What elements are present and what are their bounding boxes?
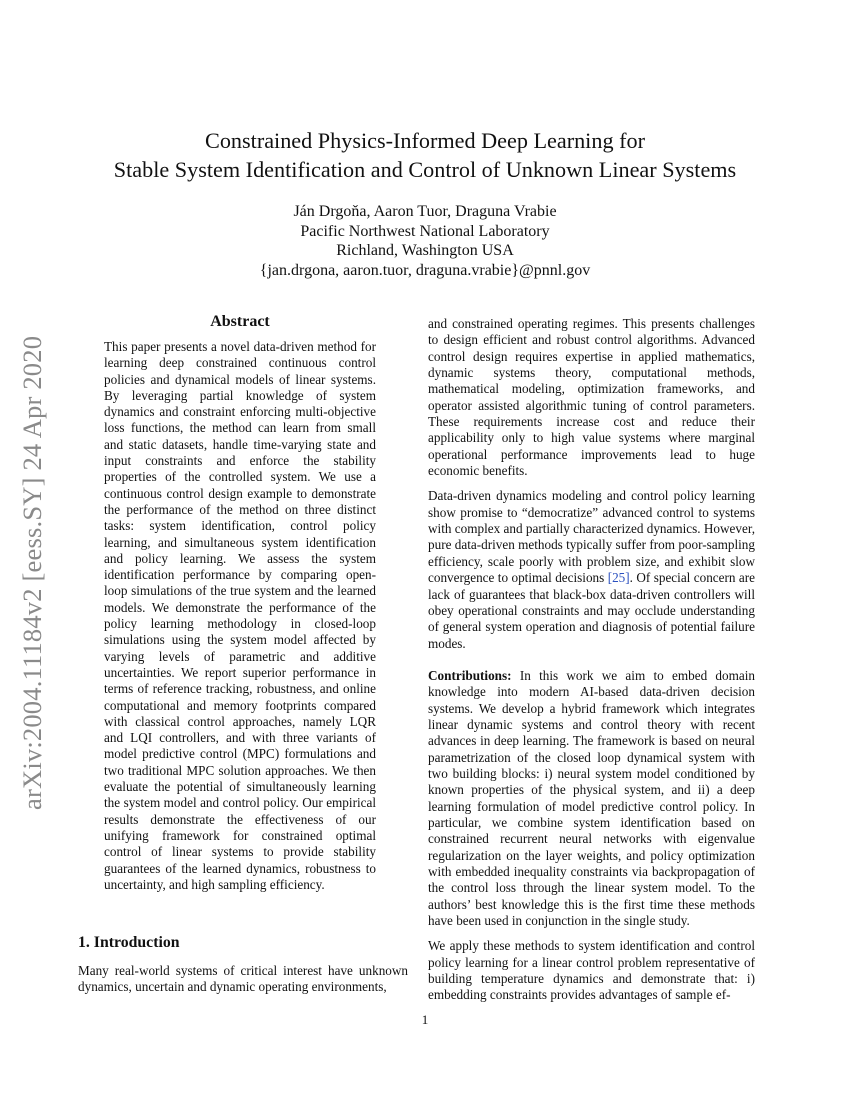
author-affiliation: Pacific Northwest National Laboratory: [300, 222, 550, 240]
author-emails: {jan.drgona, aaron.tuor, draguna.vrabie}@pnnl.gov: [259, 261, 591, 279]
intro-paragraph-2-part-a: Data-driven dynamics modeling and control policy learning show promise to “democratize” advanced control to systems with complex and partially characterized dynamics. However, pure data-driven methods typically suffer from poor-sampling efficiency, scale poorly with problem size, and exhibit slow convergence to optimal decisions: [428, 488, 755, 586]
intro-paragraph-2-part-b: . Of special concern are lack of guarantees that black-box data-driven controllers will obey operational constraints and may occlude understanding of general system operation and diagnosis of potential failure modes.: [428, 570, 755, 651]
citation-link[interactable]: [25]: [607, 570, 630, 586]
abstract-section: [104, 313, 376, 893]
abstract-text: This paper presents a novel data-driven method for learning deep constrained continuous control policies and dynamical models of linear systems. By leveraging partial knowledge of system dynamics and constraint enforcing multi-objective loss functions, the method can learn from small and static datasets, handle time-varying state and input constraints and enforce the stability properties of the controlled system. We use a continuous control design example to demonstrate the performance of the method on three distinct tasks: system identification, control policy learning, and simultaneous system identification and policy learning. We assess the system identification performance by comparing open-loop simulations of the true system and the learned models. We demonstrate the performance of the policy learning methodology in closed-loop simulations using the system model affected by varying levels of parametric and additive uncertainties. We report superior performance in terms of reference tracking, robustness, and online computational and memory footprints compared with classical control approaches, namely LQR and LQI controllers, and with three variants of model predictive control (MPC) formulations and two traditional MPC solution approaches. We then evaluate the potential of simultaneously learning the system model and control policy. Our empirical results demonstrate the effectiveness of our unifying framework for constrained optimal control of linear systems to provide stability guarantees of the learned dynamics, robustness to uncertainty, and high sampling efficiency.: [104, 339, 376, 892]
title-line-1: Constrained Physics-Informed Deep Learning for: [205, 128, 645, 153]
title-line-2: Stable System Identification and Control of Unknown Linear Systems: [113, 157, 737, 182]
intro-paragraph-4: We apply these methods to system identification and control policy learning for a linear control problem representative of building temperature dynamics and demonstrate that: i) embedding constraints provides advantages of sample ef-: [428, 938, 755, 1003]
intro-paragraph-1-start: Many real-world systems of critical interest have unknown dynamics, uncertain and dynamic operating environments,: [78, 963, 408, 995]
contributions-label: Contributions:: [428, 667, 512, 683]
paper-title: [60, 126, 790, 184]
author-names: Ján Drgoňa, Aaron Tuor, Draguna Vrabie: [293, 203, 557, 220]
right-column: [428, 316, 755, 1004]
arxiv-identifier: arXiv:2004.11184v2 [eess.SY] 24 Apr 2020: [17, 335, 47, 810]
page-number: 1: [421, 1012, 429, 1027]
introduction-section: [78, 934, 408, 996]
introduction-heading: 1. Introduction: [78, 934, 180, 951]
author-location: Richland, Washington USA: [336, 242, 514, 259]
intro-paragraph-1-continued: and constrained operating regimes. This presents challenges to design efficient and robust control algorithms. Advanced control design requires expertise in applied mathematics, dynamic systems theory, computational methods, mathematical modeling, optimization frameworks, and operator assisted algorithmic tuning of control parameters. These requirements increase cost and reduce their applicability only to high value systems where marginal operational performance improvements lead to huge economic benefits.: [428, 316, 755, 479]
author-block: [160, 202, 690, 280]
abstract-heading: Abstract: [210, 313, 270, 330]
intro-paragraph-2: [428, 488, 755, 651]
contributions-paragraph: [428, 668, 755, 930]
contributions-text: In this work we aim to embed domain knowledge into modern AI-based data-driven decision systems. We develop a hybrid framework which integrates linear dynamic systems and control theory with recent advances in deep learning. The framework is based on neural parametrization of the closed loop dynamical system with two building blocks: i) neural system model conditioned by known properties of the physical system, and ii) a deep learning formulation of model predictive control policy. In particular, we combine system identification based on constrained recurrent neural networks with eigenvalue regularization on the layer weights, and policy optimization with embedded inequality constraints via backpropagation of the control loss through the linear system model. To the authors’ best knowledge this is the first time these methods have been used in conjunction in the single study.: [428, 667, 755, 929]
